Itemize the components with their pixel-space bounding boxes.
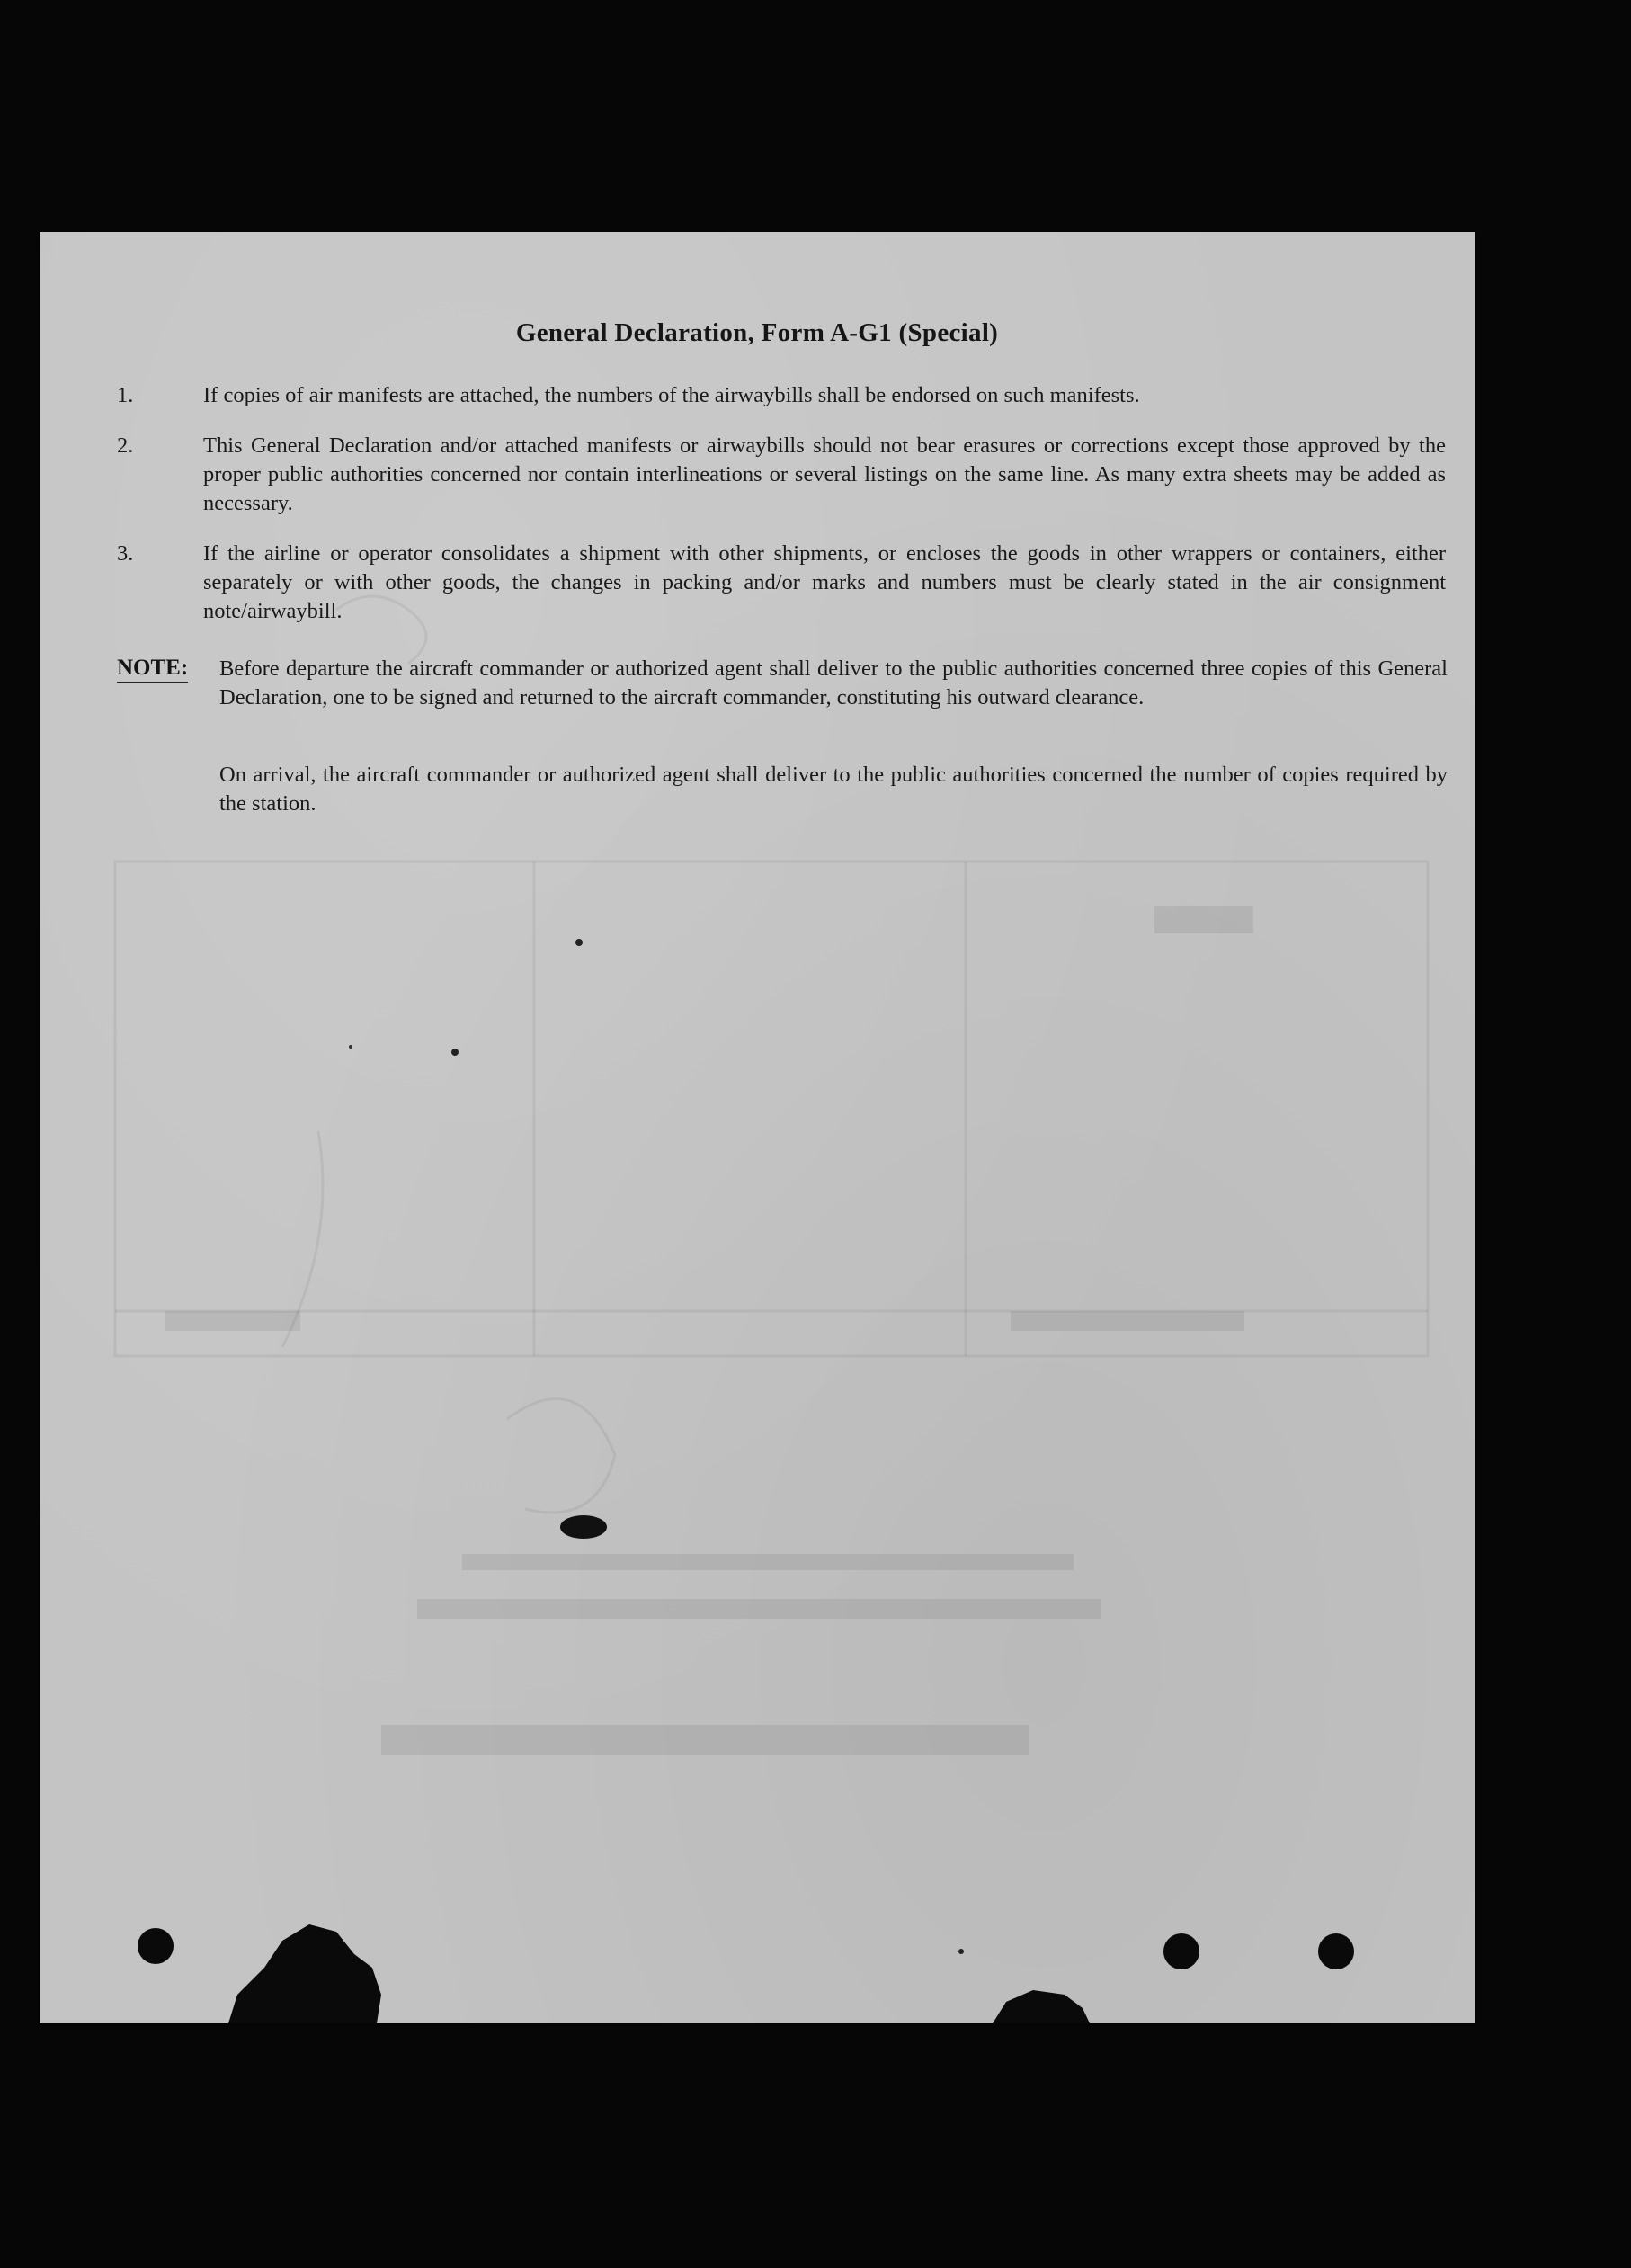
bleed-text-band [462, 1554, 1074, 1570]
punch-hole [1318, 1933, 1354, 1969]
bleed-text-band [381, 1725, 1029, 1755]
item-text: If copies of air manifests are attached, the numbers of the airwaybills shall be endorsed on such manifests. [203, 383, 1140, 407]
note-paragraph-2: On arrival, the aircraft commander or authorized agent shall deliver to the public authorities concerned the number of copies required by the station. [219, 763, 1448, 816]
item-text: This General Declaration and/or attached manifests or airwaybills should not bear erasures or corrections except those approved by the proper public authorities concerned nor contain interlineations or several listings on the same line. As many extra sheets may be added as necessary. [203, 433, 1446, 515]
ink-blot [560, 1515, 607, 1539]
document-title: General Declaration, Form A-G1 (Special) [515, 318, 999, 347]
bleed-stroke [282, 1131, 323, 1347]
torn-edge [993, 1990, 1090, 2023]
bleed-number-block [1154, 906, 1253, 933]
ink-speck [451, 1049, 459, 1056]
ink-speck [575, 939, 583, 946]
note-label: NOTE: [117, 655, 188, 683]
punch-hole [138, 1928, 174, 1964]
bleed-text-band [417, 1599, 1101, 1619]
document-page [40, 232, 1475, 2023]
item-number: 2. [117, 433, 134, 458]
bleed-stroke [507, 1399, 615, 1513]
bleed-text-band [165, 1311, 300, 1331]
punch-hole [1163, 1933, 1199, 1969]
torn-corner [228, 1924, 381, 2023]
note-paragraph-1: Before departure the aircraft commander or authorized agent shall deliver to the public authorities concerned three copies of this General Declaration, one to be signed and returned to the aircraft commander, constituting his outward clearance. [219, 656, 1448, 710]
ink-speck [349, 1045, 352, 1049]
item-number: 1. [117, 383, 134, 407]
item-number: 3. [117, 541, 134, 566]
ink-speck [958, 1949, 964, 1954]
bleed-text-band [1011, 1311, 1244, 1331]
bleed-form-frame [115, 862, 1428, 1356]
item-text: If the airline or operator consolidates a shipment with other shipments, or encloses the goods in other wrappers or containers, either separately or with other goods, the changes in packing and/or marks and numbers must be clearly stated in the air consignment note/airwaybill. [203, 541, 1446, 623]
